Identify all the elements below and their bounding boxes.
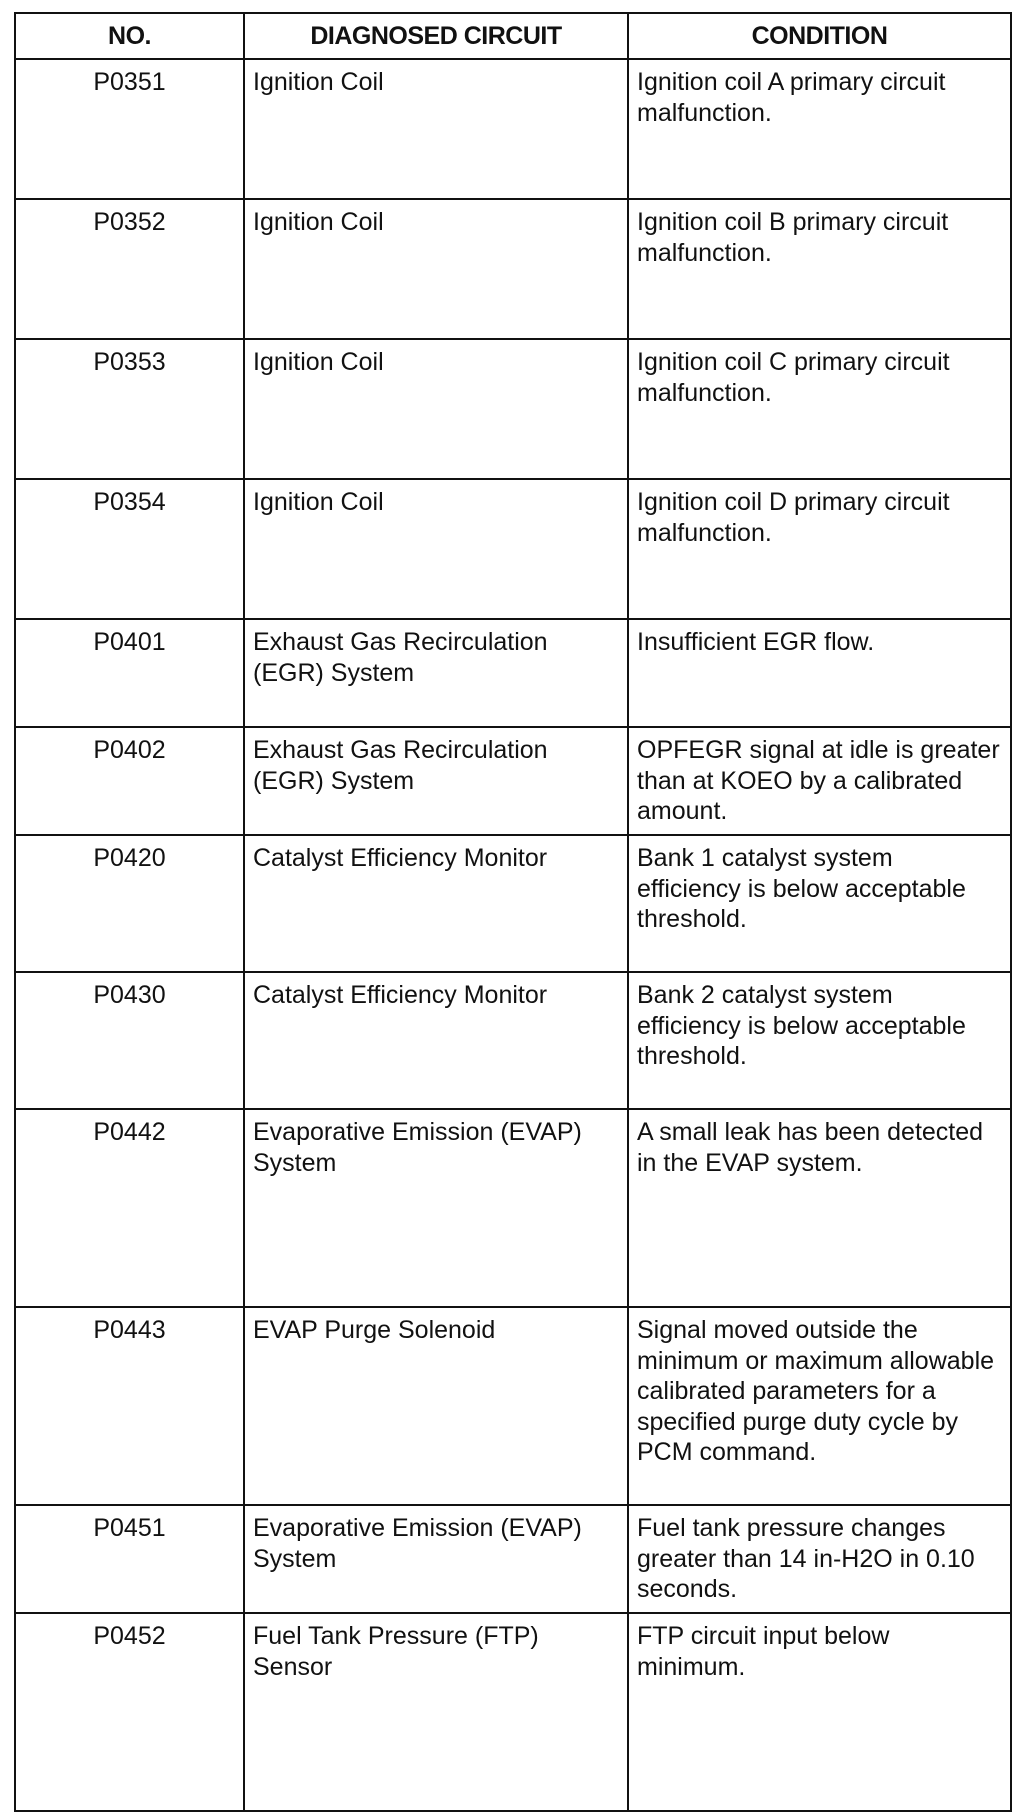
header-row — [15, 13, 1011, 59]
cell-circuit: Exhaust Gas Recirculation (EGR) System — [244, 727, 628, 835]
cell-condition: OPFEGR signal at idle is greater than at KOEO by a calibrated amount. — [628, 727, 1011, 835]
cell-code: P0354 — [15, 479, 244, 619]
cell-circuit: Ignition Coil — [244, 59, 628, 199]
cell-circuit: EVAP Purge Solenoid — [244, 1307, 628, 1505]
table-row — [15, 59, 1011, 199]
cell-condition: Insufficient EGR flow. — [628, 619, 1011, 727]
cell-condition: Fuel tank pressure changes greater than 14 in-H2O in 0.10 seconds. — [628, 1505, 1011, 1613]
cell-condition: Bank 2 catalyst system efficiency is below acceptable threshold. — [628, 972, 1011, 1109]
cell-condition: A small leak has been detected in the EVAP system. — [628, 1109, 1011, 1307]
cell-condition: FTP circuit input below minimum. — [628, 1613, 1011, 1811]
dtc-table — [14, 12, 1012, 1812]
cell-condition: Ignition coil B primary circuit malfunction. — [628, 199, 1011, 339]
cell-condition: Signal moved outside the minimum or maximum allowable calibrated parameters for a specified purge duty cycle by PCM command. — [628, 1307, 1011, 1505]
cell-code: P0451 — [15, 1505, 244, 1613]
table-row — [15, 1505, 1011, 1613]
cell-circuit: Catalyst Efficiency Monitor — [244, 835, 628, 972]
cell-circuit: Ignition Coil — [244, 479, 628, 619]
table-row — [15, 619, 1011, 727]
cell-condition: Ignition coil A primary circuit malfunction. — [628, 59, 1011, 199]
cell-circuit: Exhaust Gas Recirculation (EGR) System — [244, 619, 628, 727]
cell-code: P0452 — [15, 1613, 244, 1811]
cell-code: P0430 — [15, 972, 244, 1109]
cell-circuit: Fuel Tank Pressure (FTP) Sensor — [244, 1613, 628, 1811]
cell-code: P0443 — [15, 1307, 244, 1505]
table-row — [15, 835, 1011, 972]
table-row — [15, 1613, 1011, 1811]
cell-circuit: Evaporative Emission (EVAP) System — [244, 1505, 628, 1613]
table-body — [15, 59, 1011, 1811]
cell-circuit: Evaporative Emission (EVAP) System — [244, 1109, 628, 1307]
table-row — [15, 339, 1011, 479]
cell-circuit: Catalyst Efficiency Monitor — [244, 972, 628, 1109]
cell-code: P0352 — [15, 199, 244, 339]
cell-circuit: Ignition Coil — [244, 199, 628, 339]
table-row — [15, 972, 1011, 1109]
table-row — [15, 727, 1011, 835]
cell-code: P0353 — [15, 339, 244, 479]
cell-code: P0401 — [15, 619, 244, 727]
table-row — [15, 479, 1011, 619]
cell-condition: Ignition coil C primary circuit malfunction. — [628, 339, 1011, 479]
cell-code: P0402 — [15, 727, 244, 835]
table-row — [15, 1109, 1011, 1307]
cell-condition: Ignition coil D primary circuit malfunction. — [628, 479, 1011, 619]
header-no: NO. — [15, 13, 244, 59]
cell-code: P0442 — [15, 1109, 244, 1307]
header-diagnosed-circuit: DIAGNOSED CIRCUIT — [244, 13, 628, 59]
table-row — [15, 1307, 1011, 1505]
table-header — [15, 13, 1011, 59]
cell-code: P0351 — [15, 59, 244, 199]
cell-condition: Bank 1 catalyst system efficiency is below acceptable threshold. — [628, 835, 1011, 972]
table-row — [15, 199, 1011, 339]
header-condition: CONDITION — [628, 13, 1011, 59]
cell-circuit: Ignition Coil — [244, 339, 628, 479]
cell-code: P0420 — [15, 835, 244, 972]
